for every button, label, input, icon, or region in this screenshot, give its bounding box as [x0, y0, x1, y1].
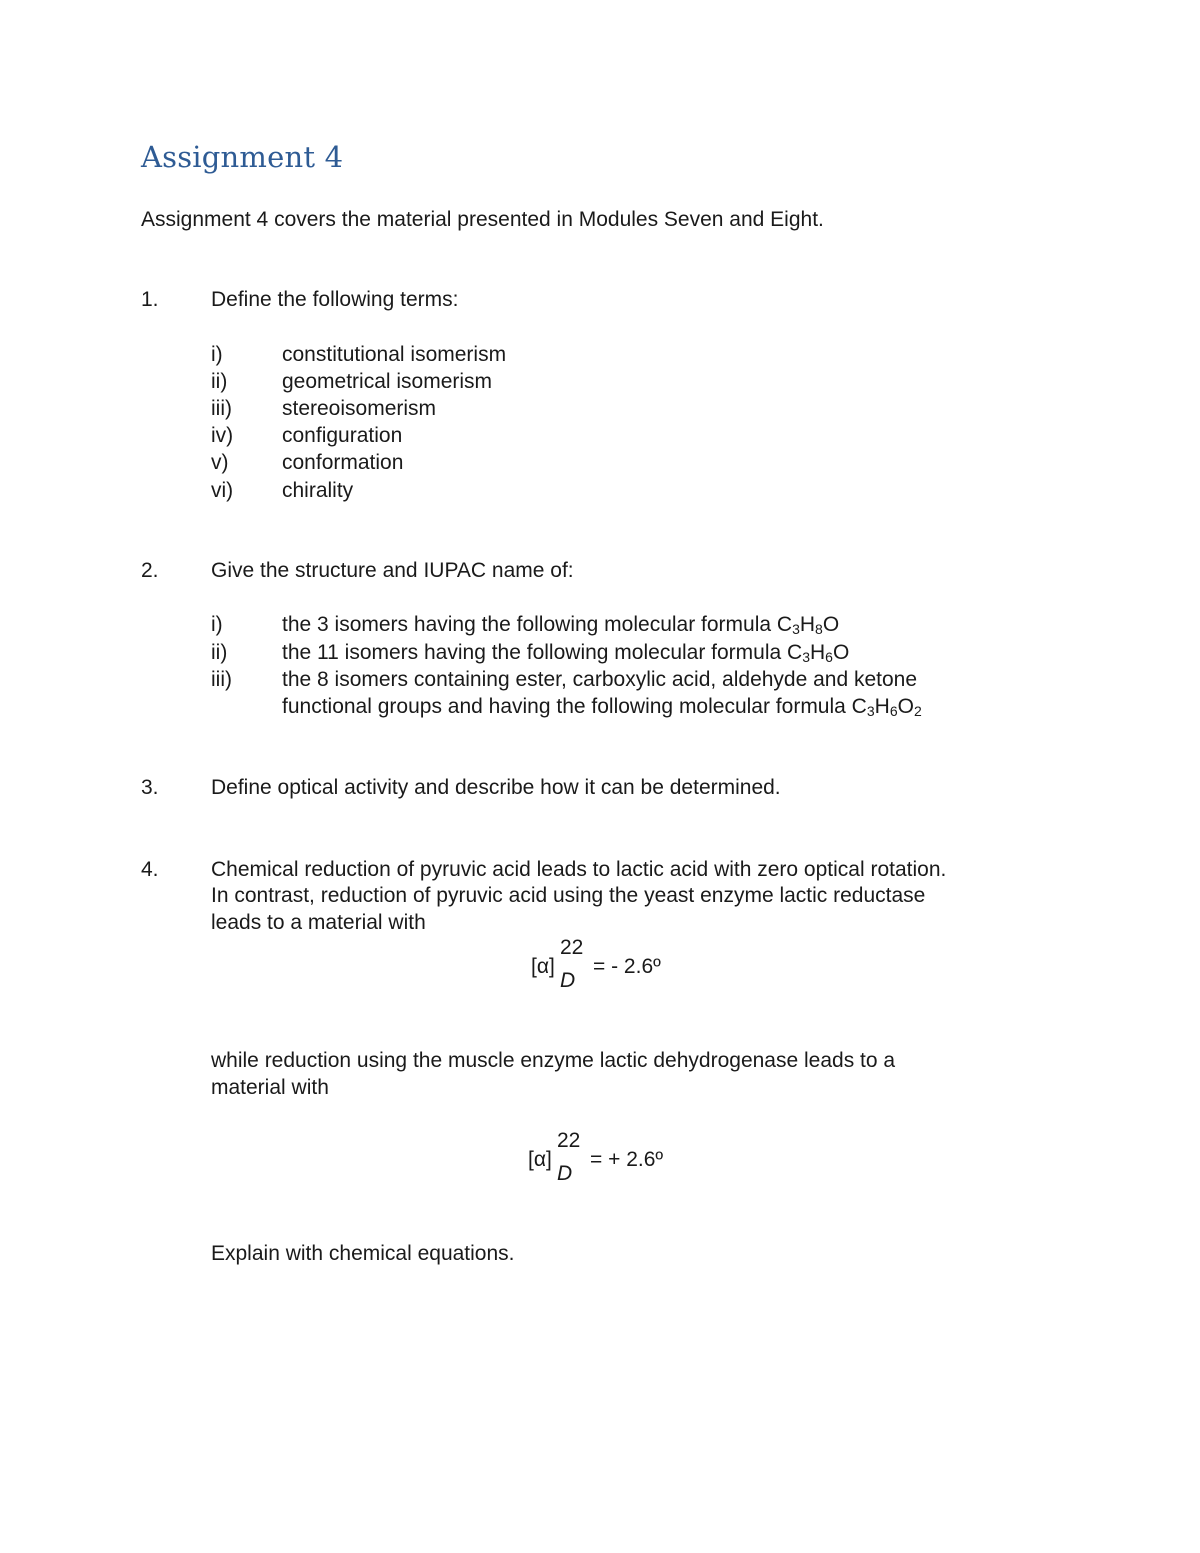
question-text-line: leads to a material with — [211, 911, 426, 934]
specific-rotation-symbol: [α] — [528, 1148, 552, 1171]
item-text: functional groups and having the following molecular formula — [282, 695, 852, 718]
temperature-superscript: 22 — [557, 1129, 581, 1152]
question-number: 3. — [141, 776, 159, 799]
term-item: configuration — [282, 424, 403, 447]
item-label: iv) — [211, 424, 234, 447]
question-text-line: while reduction using the muscle enzyme lactic dehydrogenase leads to a — [211, 1049, 896, 1072]
question-text-line: material with — [211, 1076, 329, 1099]
rotation-value: = - 2.6º — [593, 955, 661, 978]
question-number: 1. — [141, 288, 159, 311]
question-text: Give the structure and IUPAC name of: — [211, 559, 574, 582]
rotation-value: = + 2.6º — [590, 1148, 664, 1171]
item-label: ii) — [211, 641, 228, 664]
term-item: conformation — [282, 451, 404, 474]
molecular-formula: $C_3H_6O_2$ — [851, 695, 922, 719]
term-item: constitutional isomerism — [282, 343, 507, 366]
wavelength-subscript: D — [560, 969, 576, 992]
molecular-formula: $C_3H_6O$ — [787, 641, 850, 665]
optical-rotation-equation — [528, 1129, 688, 1189]
item-text: the 3 isomers having the following molecular formula — [282, 613, 777, 636]
term-item: chirality — [282, 479, 354, 502]
question-text-line: Explain with chemical equations. — [211, 1242, 515, 1265]
isomer-item: the 8 isomers containing ester, carboxylic acid, aldehyde and ketone — [282, 668, 918, 691]
item-label: ii) — [211, 370, 228, 393]
item-label: i) — [211, 343, 223, 366]
isomer-item — [282, 639, 849, 666]
specific-rotation-symbol: [α] — [531, 955, 555, 978]
wavelength-subscript: D — [557, 1162, 573, 1185]
question-text-line: Chemical reduction of pyruvic acid leads to lactic acid with zero optical rotation. — [211, 858, 947, 881]
item-label: iii) — [211, 397, 232, 420]
question-number: 4. — [141, 858, 159, 881]
term-item: stereoisomerism — [282, 397, 437, 420]
term-item: geometrical isomerism — [282, 370, 493, 393]
intro-text: Assignment 4 covers the material presented in Modules Seven and Eight. — [141, 208, 824, 231]
isomer-item-continued — [282, 693, 922, 720]
item-label: v) — [211, 451, 229, 474]
molecular-formula: $C_3H_8O$ — [776, 613, 840, 637]
item-text: the 11 isomers having the following molecular formula — [282, 641, 788, 664]
isomer-item — [282, 611, 839, 638]
question-number: 2. — [141, 559, 159, 582]
question-text: Define optical activity and describe how it can be determined. — [211, 776, 781, 799]
temperature-superscript: 22 — [560, 936, 584, 959]
item-label: i) — [211, 613, 223, 636]
question-text: Define the following terms: — [211, 288, 459, 311]
question-text-line: In contrast, reduction of pyruvic acid using the yeast enzyme lactic reductase — [211, 884, 926, 907]
item-label: vi) — [211, 479, 234, 502]
item-label: iii) — [211, 668, 232, 691]
page-title: Assignment 4 — [141, 140, 344, 174]
optical-rotation-equation — [531, 936, 691, 996]
